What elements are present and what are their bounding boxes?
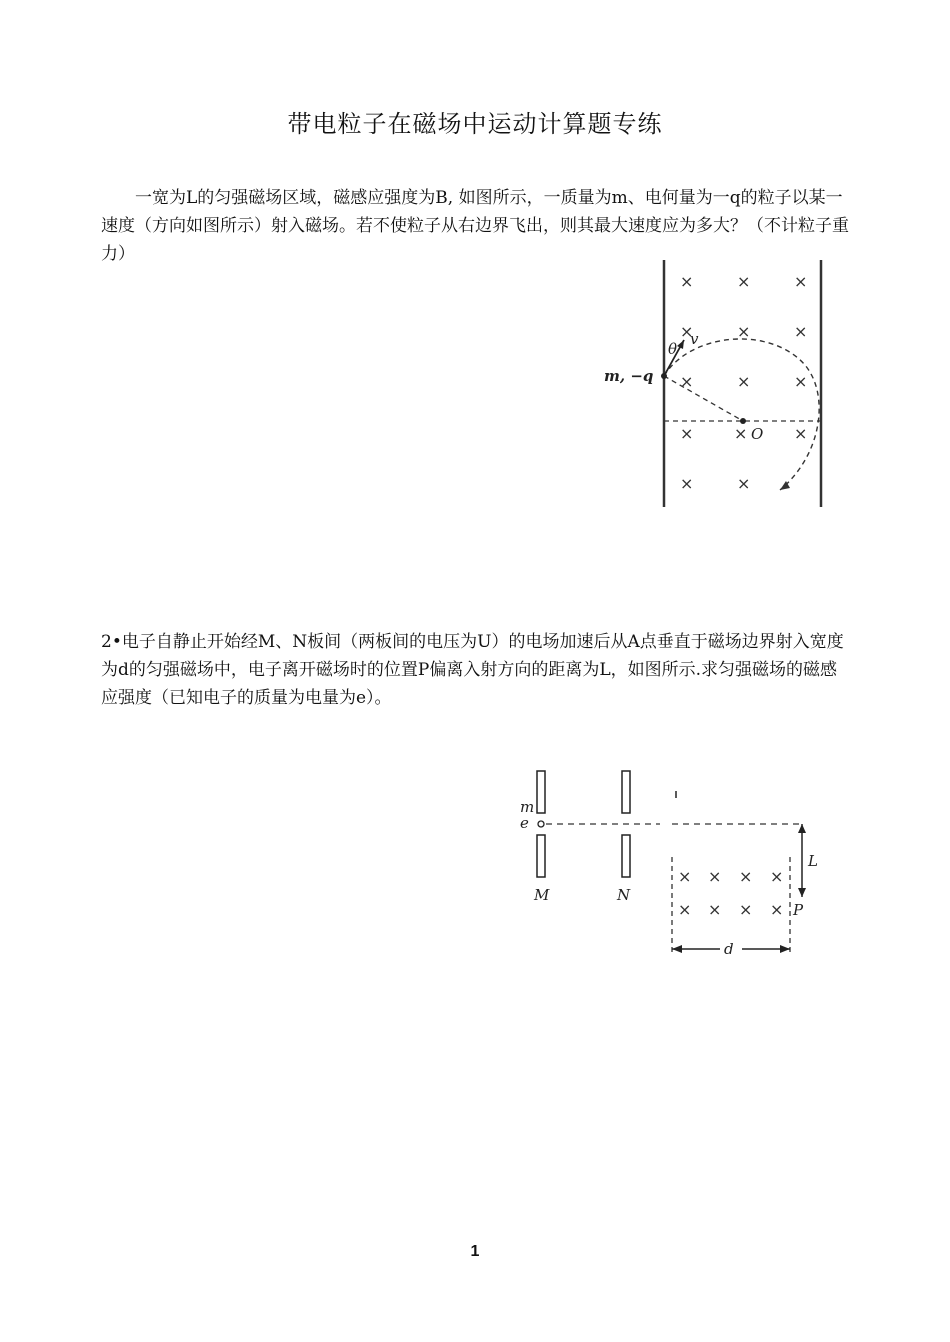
- field-cross: ×: [770, 867, 784, 886]
- point-label: P: [793, 901, 804, 919]
- field-cross: ×: [794, 424, 808, 443]
- field-cross: ×: [737, 272, 751, 291]
- field-cross: ×: [678, 867, 692, 886]
- field-cross: ×: [737, 372, 751, 391]
- field-cross: ×: [739, 867, 753, 886]
- plate-m-upper: [537, 771, 545, 813]
- problem-1-text: 一宽为L的匀强磁场区域，磁感应强度为B, 如图所示，一质量为m、电何量为一q的粒子以某一速度（方向如图所示）射入磁场。若不使粒子从右边界飞出，则其最大速度应为多大？（不计粒子重力）: [101, 188, 849, 264]
- l-arrow-top: [798, 824, 806, 833]
- field-cross: ×: [708, 867, 722, 886]
- charge-label: e: [520, 814, 529, 832]
- velocity-arrowhead: [677, 340, 684, 349]
- field-cross: ×: [794, 322, 808, 341]
- electron-start-circle: [538, 821, 544, 827]
- center-dot: [740, 418, 746, 424]
- mass-label: m: [520, 798, 535, 816]
- figure-1-magnetic-field-diagram: [600, 255, 835, 517]
- d-arrow-left: [672, 945, 682, 953]
- d-arrow-right: [780, 945, 790, 953]
- figure-2-plates-field-diagram: [510, 765, 830, 965]
- field-cross: ×: [708, 900, 722, 919]
- angle-label: θ: [668, 340, 678, 358]
- plate-n-lower: [622, 835, 630, 877]
- field-cross: ×: [734, 424, 748, 443]
- document-title: 带电粒子在磁场中运动计算题专练: [287, 110, 663, 138]
- field-cross: ×: [737, 474, 751, 493]
- page-number: 1: [470, 1243, 480, 1260]
- plate-n-upper: [622, 771, 630, 813]
- field-cross: ×: [794, 272, 808, 291]
- field-cross: ×: [739, 900, 753, 919]
- plate-n-label: N: [617, 886, 631, 904]
- radius-dashed-line: [664, 376, 743, 421]
- center-label: O: [751, 425, 764, 443]
- field-cross: ×: [770, 900, 784, 919]
- field-cross: ×: [737, 322, 751, 341]
- trajectory-arc: [664, 339, 819, 490]
- field-cross: ×: [680, 424, 694, 443]
- particle-dot: [661, 373, 667, 379]
- distance-label: L: [808, 852, 818, 870]
- field-cross: ×: [794, 372, 808, 391]
- l-arrow-bottom: [798, 888, 806, 897]
- velocity-label: v: [690, 330, 699, 348]
- field-cross: ×: [680, 322, 694, 341]
- field-cross-grid: [678, 867, 783, 919]
- field-cross: ×: [680, 372, 694, 391]
- width-label: d: [724, 940, 734, 958]
- particle-label: m, −q: [604, 367, 654, 385]
- field-cross: ×: [680, 474, 694, 493]
- problem-2-text: 2•电子自静止开始经M、N板间（两板间的电压为U）的电场加速后从A点垂直于磁场边界射入宽度为d的匀强磁场中，电子离开磁场时的位置P偏离入射方向的距离为L，如图所示.求匀强磁场的磁感应强度（已知电子的质量为电量为e）。: [101, 632, 844, 708]
- plate-m-lower: [537, 835, 545, 877]
- field-cross: ×: [680, 272, 694, 291]
- field-cross-grid: [680, 272, 807, 493]
- field-cross: ×: [678, 900, 692, 919]
- plate-m-label: M: [534, 886, 550, 904]
